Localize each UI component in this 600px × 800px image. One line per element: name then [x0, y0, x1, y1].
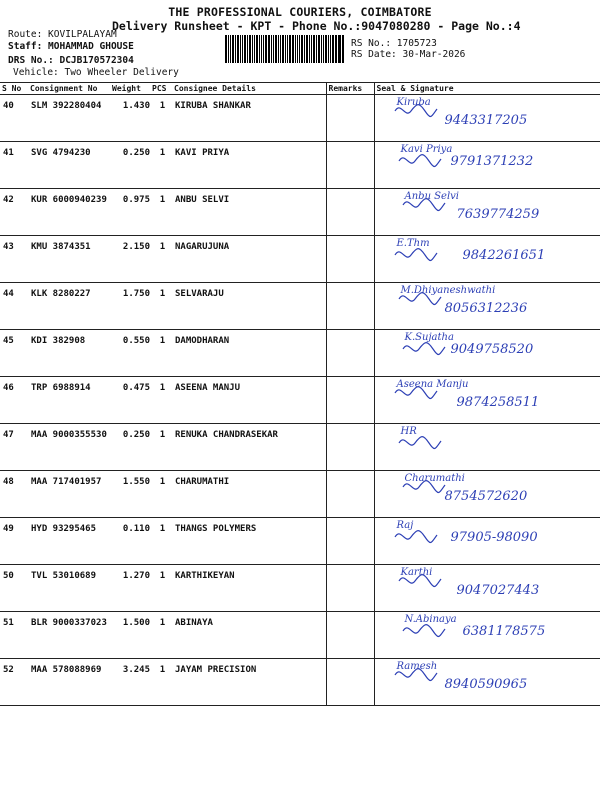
signature-name: Ramesh [396, 661, 438, 672]
remarks-cell [326, 283, 374, 330]
signature-name: K.Sujatha [404, 332, 454, 343]
signature-name: Charumathi [404, 473, 465, 484]
remarks-cell [326, 330, 374, 377]
table-row [0, 377, 600, 424]
pcs-cell: 1 [150, 471, 172, 518]
weight-cell: 1.750 [110, 283, 150, 330]
pcs-cell: 1 [150, 659, 172, 706]
weight-cell: 3.245 [110, 659, 150, 706]
signature-cell [374, 471, 600, 518]
signature-phone: 9443317205 [444, 113, 528, 128]
remarks-cell [326, 189, 374, 236]
barcode [225, 35, 345, 63]
pcs-cell: 1 [150, 142, 172, 189]
sno-cell: 42 [0, 189, 28, 236]
consignee-cell: CHARUMATHI [172, 471, 326, 518]
weight-cell: 0.250 [110, 424, 150, 471]
sno-cell: 41 [0, 142, 28, 189]
remarks-cell [326, 565, 374, 612]
consignment-cell: MAA 578088969 [28, 659, 110, 706]
pcs-cell: 1 [150, 565, 172, 612]
table-row [0, 471, 600, 518]
signature-cell [374, 612, 600, 659]
weight-cell: 2.150 [110, 236, 150, 283]
pcs-cell: 1 [150, 283, 172, 330]
consignment-cell: SLM 392280404 [28, 95, 110, 142]
weight-cell: 1.430 [110, 95, 150, 142]
table-row [0, 565, 600, 612]
consignee-cell: THANGS POLYMERS [172, 518, 326, 565]
drs-label: DRS No.: DCJB170572304 [8, 55, 134, 66]
weight-cell: 1.270 [110, 565, 150, 612]
signature-phone: 8754572620 [444, 489, 528, 504]
consignee-cell: RENUKA CHANDRASEKAR [172, 424, 326, 471]
remarks-cell [326, 142, 374, 189]
sno-cell: 40 [0, 95, 28, 142]
signature-cell [374, 377, 600, 424]
weight-cell: 0.550 [110, 330, 150, 377]
signature-phone: 97905-98090 [450, 530, 538, 545]
consignee-cell: SELVARAJU [172, 283, 326, 330]
signature-name: Karthi [400, 567, 433, 578]
remarks-cell [326, 377, 374, 424]
table-row [0, 236, 600, 283]
signature-phone: 9791371232 [450, 154, 534, 169]
consignee-cell: ANBU SELVI [172, 189, 326, 236]
consignee-cell: KARTHIKEYAN [172, 565, 326, 612]
consignee-cell: NAGARUJUNA [172, 236, 326, 283]
weight-cell: 0.475 [110, 377, 150, 424]
signature-phone: 8056312236 [444, 301, 528, 316]
signature-cell [374, 518, 600, 565]
consignment-cell: HYD 93295465 [28, 518, 110, 565]
table-row [0, 518, 600, 565]
pcs-cell: 1 [150, 330, 172, 377]
sno-cell: 43 [0, 236, 28, 283]
runsheet-table [0, 82, 600, 706]
remarks-cell [326, 424, 374, 471]
signature-name: Aseena Manju [396, 379, 469, 390]
remarks-cell [326, 518, 374, 565]
signature-name: Anbu Selvi [404, 191, 459, 202]
col-weight-header: Weight [110, 83, 150, 95]
vehicle-label: Vehicle: Two Wheeler Delivery [13, 67, 179, 78]
table-row [0, 659, 600, 706]
signature-cell [374, 142, 600, 189]
sno-cell: 48 [0, 471, 28, 518]
pcs-cell: 1 [150, 424, 172, 471]
sno-cell: 51 [0, 612, 28, 659]
sno-cell: 52 [0, 659, 28, 706]
table-header-row [0, 83, 600, 95]
sno-cell: 47 [0, 424, 28, 471]
table-row [0, 142, 600, 189]
signature-phone: 9047027443 [456, 583, 540, 598]
staff-label: Staff: MOHAMMAD GHOUSE [8, 41, 134, 52]
col-consignee-header: Consignee Details [172, 83, 326, 95]
signature-phone: 9049758520 [450, 342, 534, 357]
pcs-cell: 1 [150, 612, 172, 659]
signature-cell [374, 424, 600, 471]
signature-phone: 7639774259 [456, 207, 540, 222]
weight-cell: 1.550 [110, 471, 150, 518]
signature-name: Kiruba [396, 97, 431, 108]
weight-cell: 0.110 [110, 518, 150, 565]
remarks-cell [326, 236, 374, 283]
signature-cell [374, 95, 600, 142]
sno-cell: 49 [0, 518, 28, 565]
signature-cell [374, 236, 600, 283]
col-sno-header: S No [0, 83, 28, 95]
pcs-cell: 1 [150, 236, 172, 283]
remarks-cell [326, 95, 374, 142]
signature-name: Raj [396, 520, 414, 531]
table-row [0, 612, 600, 659]
signature-name: M.Dhiyaneshwathi [400, 285, 496, 296]
consignment-cell: KUR 6000940239 [28, 189, 110, 236]
pcs-cell: 1 [150, 518, 172, 565]
col-remarks-header: Remarks [326, 83, 374, 95]
signature-cell [374, 565, 600, 612]
sno-cell: 44 [0, 283, 28, 330]
signature-phone: 9874258511 [456, 395, 540, 410]
signature-name: HR [400, 426, 417, 437]
pcs-cell: 1 [150, 95, 172, 142]
col-pcs-header: PCS [150, 83, 172, 95]
table-row [0, 330, 600, 377]
route-label: Route: KOVILPALAYAM [8, 29, 117, 40]
remarks-cell [326, 471, 374, 518]
table-row [0, 424, 600, 471]
sno-cell: 46 [0, 377, 28, 424]
weight-cell: 0.250 [110, 142, 150, 189]
consignment-cell: TRP 6988914 [28, 377, 110, 424]
runsheet-title: Delivery Runsheet - KPT - Phone No.:9047080280 - Page No.:4 [112, 19, 521, 33]
table-row [0, 189, 600, 236]
consignee-cell: JAYAM PRECISION [172, 659, 326, 706]
consignment-cell: SVG 4794230 [28, 142, 110, 189]
consignment-cell: KMU 3874351 [28, 236, 110, 283]
consignment-cell: MAA 717401957 [28, 471, 110, 518]
pcs-cell: 1 [150, 377, 172, 424]
consignment-cell: KLK 8280227 [28, 283, 110, 330]
signature-cell [374, 659, 600, 706]
signature-phone: 8940590965 [444, 677, 528, 692]
consignee-cell: ABINAYA [172, 612, 326, 659]
rs-date: RS Date: 30-Mar-2026 [351, 49, 466, 60]
remarks-cell [326, 659, 374, 706]
signature-cell [374, 330, 600, 377]
weight-cell: 1.500 [110, 612, 150, 659]
consignee-cell: DAMODHARAN [172, 330, 326, 377]
signature-phone: 6381178575 [462, 624, 546, 639]
rs-number: RS No.: 1705723 [351, 38, 437, 49]
remarks-cell [326, 612, 374, 659]
table-row [0, 283, 600, 330]
col-seal-header: Seal & Signature [374, 83, 600, 95]
signature-name: Kavi Priya [400, 144, 453, 155]
signature-cell [374, 283, 600, 330]
consignee-cell: KAVI PRIYA [172, 142, 326, 189]
table-row [0, 95, 600, 142]
consignment-cell: KDI 382908 [28, 330, 110, 377]
signature-cell [374, 189, 600, 236]
signature-phone: 9842261651 [462, 248, 546, 263]
pcs-cell: 1 [150, 189, 172, 236]
consignment-cell: MAA 9000355530 [28, 424, 110, 471]
consignment-cell: BLR 9000337023 [28, 612, 110, 659]
signature-name: N.Abinaya [404, 614, 457, 625]
col-consignment-header: Consignment No [28, 83, 110, 95]
sno-cell: 45 [0, 330, 28, 377]
weight-cell: 0.975 [110, 189, 150, 236]
company-title: THE PROFESSIONAL COURIERS, COIMBATORE [168, 5, 432, 19]
consignment-cell: TVL 53010689 [28, 565, 110, 612]
consignee-cell: KIRUBA SHANKAR [172, 95, 326, 142]
consignee-cell: ASEENA MANJU [172, 377, 326, 424]
signature-name: E.Thm [396, 238, 430, 249]
sno-cell: 50 [0, 565, 28, 612]
